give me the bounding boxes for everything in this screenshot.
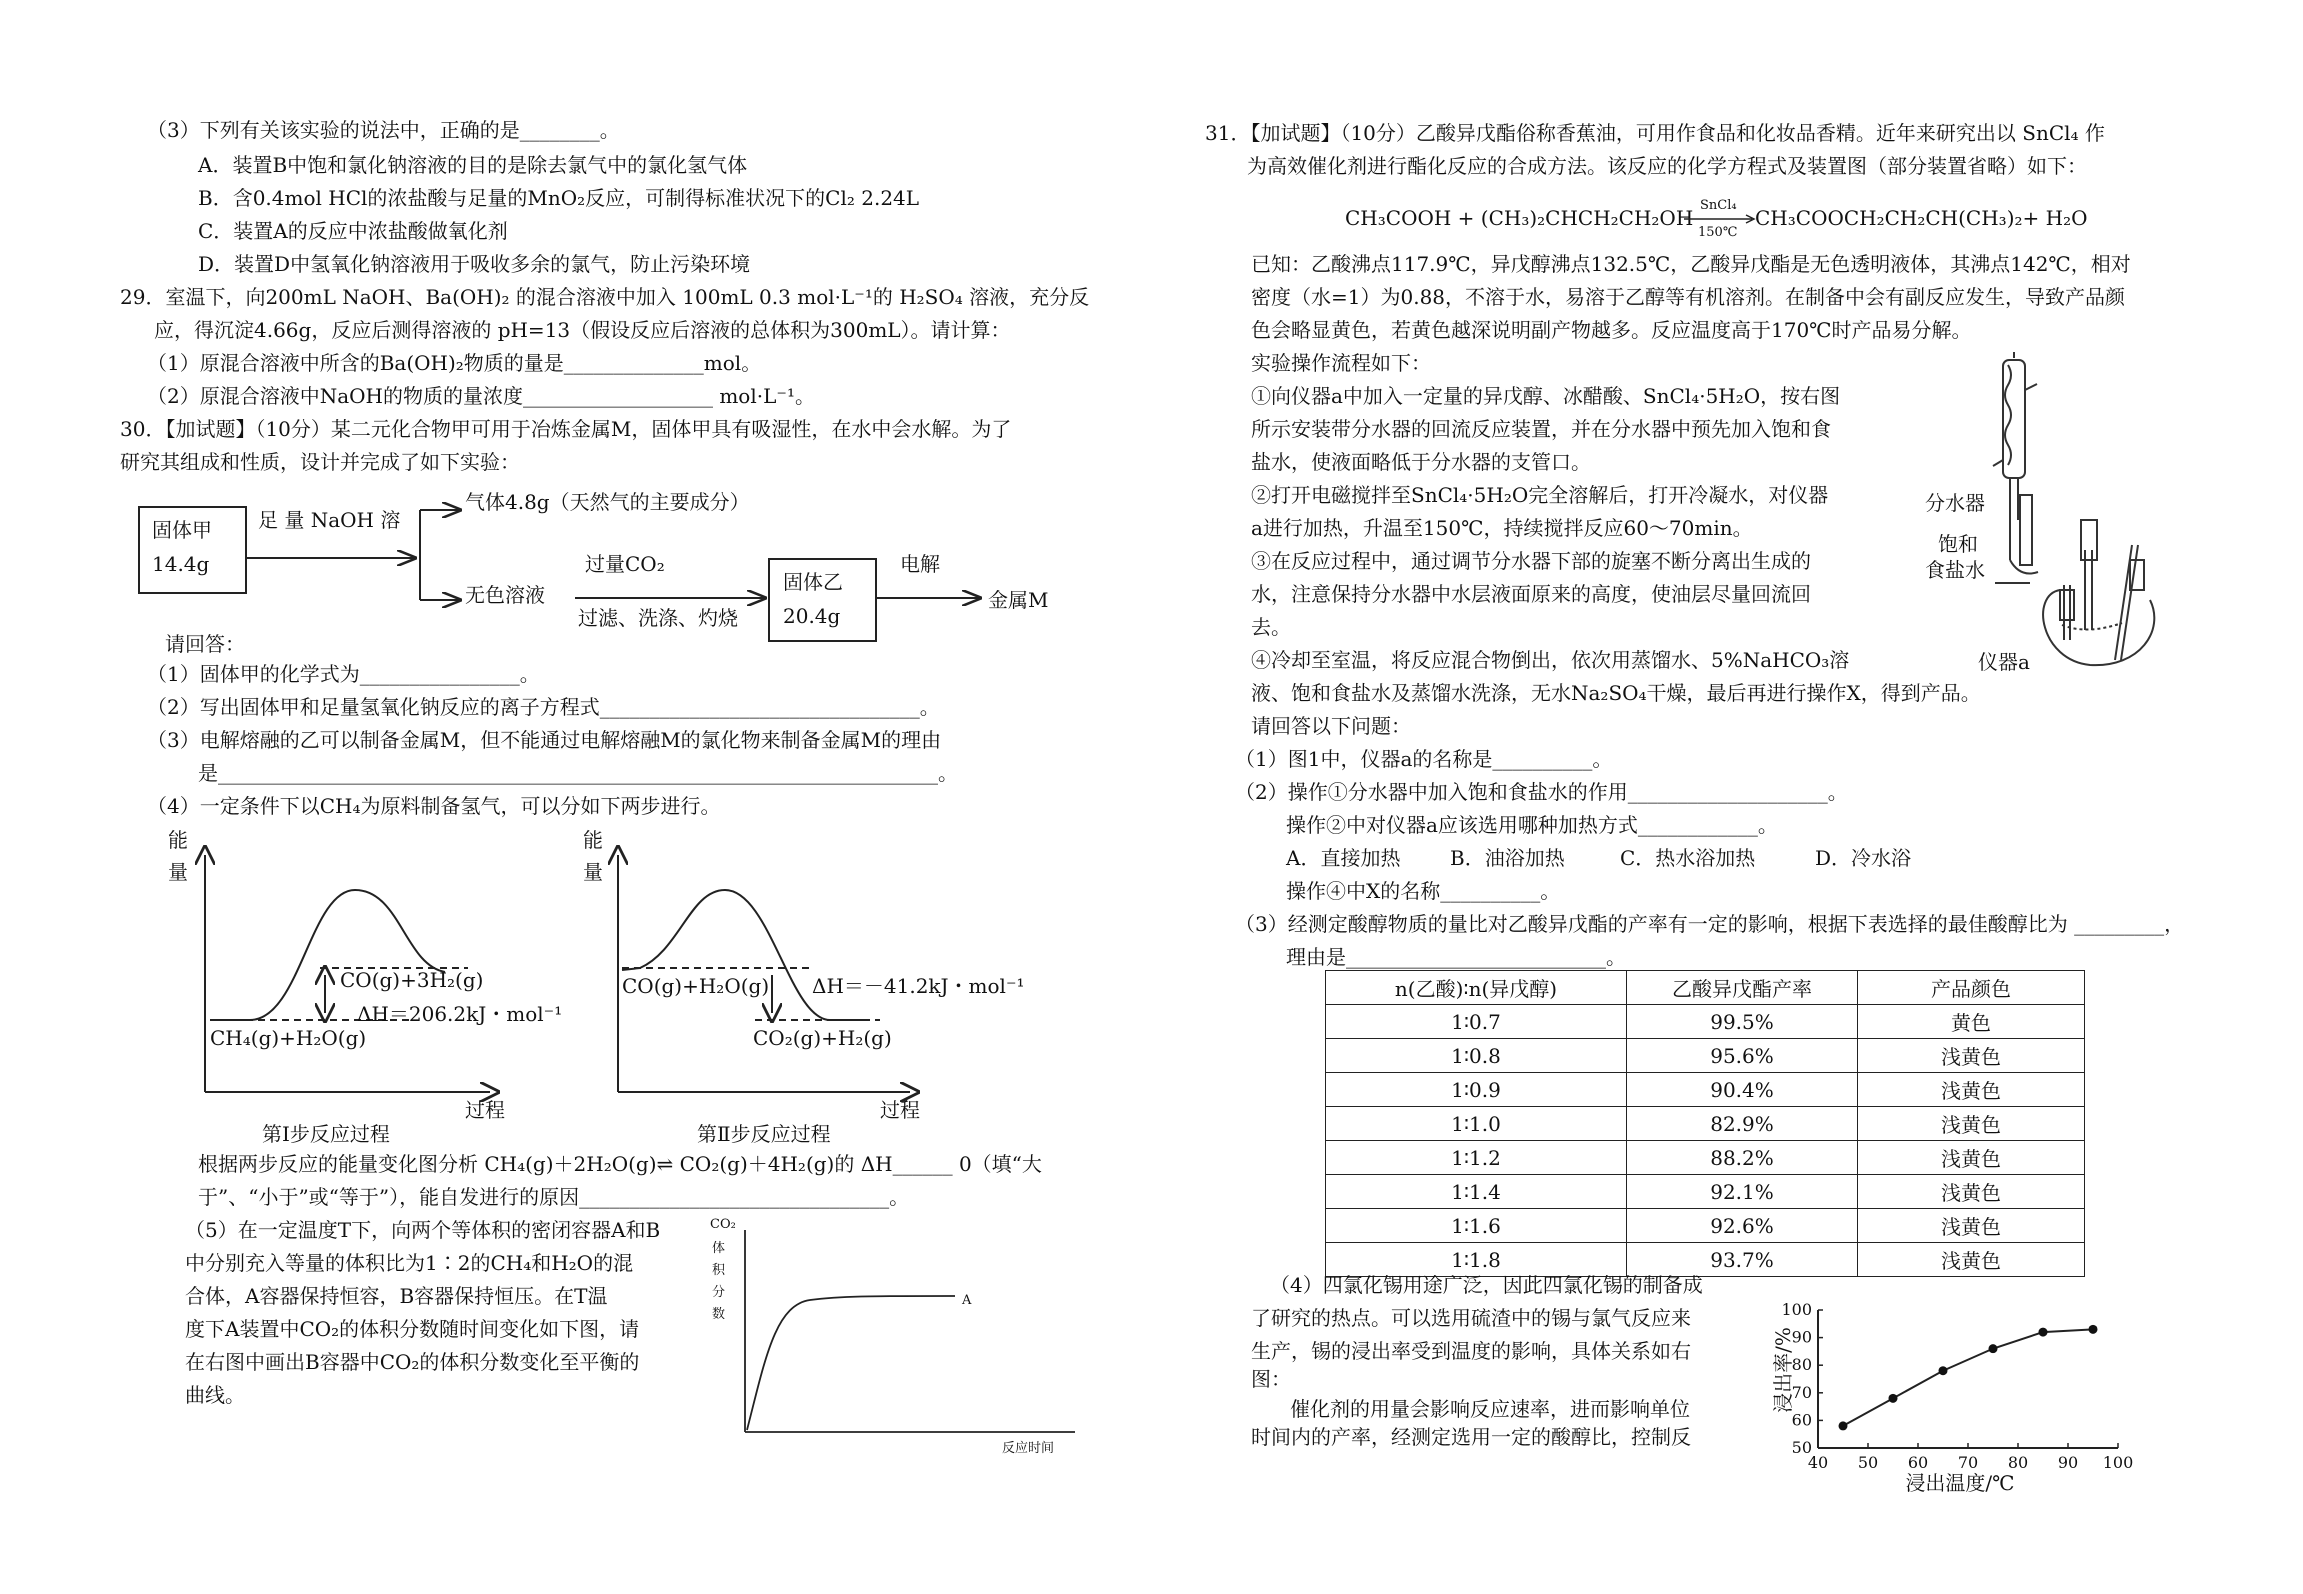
table-cell: 1∶1.4 [1326,1175,1627,1209]
chart-x-tick-label: 70 [1957,1453,1979,1472]
q30-part4-line3: 于”、“小于”或“等于”），能自发进行的原因_______________________________。 [198,1185,910,1209]
flow-box-solid-b-mass: 20.4g [783,604,841,628]
chart-x-tick-label: 90 [2057,1453,2079,1472]
table-cell: 1∶0.8 [1326,1039,1627,1073]
q29-stem-line2: 应，得沉淀4.66g，反应后测得溶液的 pH=13（假设反应后溶液的总体积为300mL）。请计算： [154,318,1011,342]
table-header: 产品颜色 [1858,971,2085,1005]
flow-arrow2-bottom-label: 过滤、洗涤、灼烧 [578,606,738,630]
q31-step-line: ③在反应过程中，通过调节分水器下部的旋塞不断分离出生成的 [1251,549,1811,573]
q31-part4-line: 图： [1251,1367,1291,1391]
table-cell: 浅黄色 [1858,1107,2085,1141]
table-cell: 1∶1.6 [1326,1209,1627,1243]
chart-data-point [1939,1366,1948,1375]
table-cell: 浅黄色 [1858,1243,2085,1277]
graph5-ylabel: CO₂ [710,1217,736,1232]
q30-part1: （1）固体甲的化学式为________________。 [147,662,540,686]
q31-step-line: 水，注意保持分水器中水层液面原来的高度，使油层尽量回流回 [1251,582,1811,606]
flow-box-solid-a-mass: 14.4g [152,552,210,576]
flow-arrow2-top-label: 过量CO₂ [585,552,665,576]
equation-reactants: CH₃COOH + (CH₃)₂CHCH₂CH₂OH [1345,206,1694,230]
diagram1-ylabel-2: 量 [168,860,188,884]
q30-part5-line: 度下A装置中CO₂的体积分数随时间变化如下图，请 [185,1317,640,1341]
diagram2-products: CO₂(g)+H₂(g) [753,1026,892,1050]
chart-series-line [1843,1329,2093,1426]
graph5-ylabel: 分 [712,1285,726,1300]
q31-part1: （1）图1中，仪器a的名称是__________。 [1235,747,1613,771]
q30-stem-line2: 研究其组成和性质，设计并完成了如下实验： [120,450,520,474]
q28-3-option-c: C．装置A的反应中浓盐酸做氧化剂 [198,219,508,243]
graph5-curve-label: A [962,1293,972,1308]
table-cell: 99.5% [1627,1005,1858,1039]
q29-part1: （1）原混合溶液中所含的Ba(OH)₂物质的量是______________mol。 [147,351,762,375]
chart-y-tick-label: 100 [1781,1300,1812,1319]
table-cell: 浅黄色 [1858,1073,2085,1107]
q31-step-line: 去。 [1251,615,1291,639]
q29-stem-line1: 29．室温下，向200mL NaOH、Ba(OH)₂ 的混合溶液中加入 100mL 0.3 mol·L⁻¹的 H₂SO₄ 溶液，充分反 [120,285,1090,309]
table-cell: 1∶1.2 [1326,1141,1627,1175]
q31-option-a: A．直接加热 [1286,846,1401,870]
q29-part2: （2）原混合溶液中NaOH的物质的量浓度___________________ mol·L⁻¹。 [147,384,815,408]
table-cell: 95.6% [1627,1039,1858,1073]
q30-stem-line1: 30．【加试题】（10分）某二元化合物甲可用于冶炼金属M，固体甲具有吸湿性，在水中会水解。为了 [120,417,1012,441]
flow-box-solid-a-name: 固体甲 [152,518,212,542]
diagram2-reactants: CO(g)+H₂O(g) [622,974,770,998]
q31-known-line: 密度（水=1）为0.88，不溶于水，易溶于乙醇等有机溶剂。在制备中会有副反应发生，导致产品颜 [1251,285,2126,309]
diagram1-ylabel-1: 能 [168,828,188,852]
chart-y-tick-label: 70 [1791,1382,1812,1402]
flow-arrow3-label: 电解 [900,552,940,576]
table-cell: 92.6% [1627,1209,1858,1243]
table-cell: 黄色 [1858,1005,2085,1039]
q31-part4-line: 了研究的热点。可以选用硫渣中的锡与氯气反应来 [1251,1306,1691,1330]
q28-3-option-b: B．含0.4mol HCl的浓盐酸与足量的MnO₂反应，可制得标准状况下的Cl₂ 2.24L [198,186,920,210]
table-cell: 90.4% [1627,1073,1858,1107]
table-cell: 浅黄色 [1858,1175,2085,1209]
graph5-ylabel: 数 [712,1307,726,1322]
q31-option-c: C．热水浴加热 [1620,846,1756,870]
diagram1-reactants: CH₄(g)+H₂O(g) [210,1026,367,1050]
q31-option-b: B．油浴加热 [1450,846,1565,870]
q31-step-line: 液、饱和食盐水及蒸馏水洗涤，无水Na₂SO₄干燥，最后再进行操作X，得到产品。 [1251,681,1981,705]
q31-part3-reason: 理由是__________________________。 [1286,945,1626,969]
table-cell: 浅黄色 [1858,1039,2085,1073]
q30-part5-line: （5）在一定温度T下，向两个等体积的密闭容器A和B [185,1218,661,1242]
flow-solution-label: 无色溶液 [465,583,545,607]
diagram1-xlabel: 过程 [465,1098,505,1122]
q31-part4-line: 生产，锡的浸出率受到温度的影响，具体关系如右 [1251,1339,1691,1363]
q30-part3-line1: （3）电解熔融的乙可以制备金属M，但不能通过电解熔融M的氯化物来制备金属M的理由 [147,728,942,752]
diagram1-caption: 第Ⅰ步反应过程 [262,1122,390,1146]
apparatus-label-brine-1: 饱和 [1938,532,1978,556]
q31-known-line: 已知：乙酸沸点117.9℃，异戊醇沸点132.5℃，乙酸异戊酯是无色透明液体，其沸点142℃，相对 [1251,252,2131,276]
diagram1-products: CO(g)+3H₂(g) [340,968,484,992]
chart-x-axis-label: 浸出温度/℃ [1905,1471,2015,1495]
q28-3-stem: （3）下列有关该实验的说法中，正确的是________。 [147,118,620,142]
q31-step-line: ②打开电磁搅拌至SnCl₄·5H₂O完全溶解后，打开冷凝水，对仪器 [1251,483,1829,507]
q30-part5-line: 曲线。 [185,1383,245,1407]
q31-part4-line: （4）四氯化锡用途广泛，因此四氯化锡的制备成 [1270,1273,1703,1297]
q30-part5-line: 合体，A容器保持恒容，B容器保持恒压。在T温 [185,1284,608,1308]
chart-x-tick-label: 60 [1907,1453,1929,1472]
q31-ask: 请回答以下问题： [1251,714,1411,738]
diagram2-ylabel-1: 能 [583,828,603,852]
diagram1-delta-h: ΔH＝206.2kJ・mol⁻¹ [357,1002,563,1026]
table-cell: 1∶1.8 [1326,1243,1627,1277]
equation-condition: 150℃ [1698,225,1738,240]
chart-data-point [1839,1421,1848,1430]
chart-y-tick-label: 50 [1791,1438,1812,1457]
flow-gas-label: 气体4.8g（天然气的主要成分） [465,490,750,514]
q31-part4-note-line: 催化剂的用量会影响反应速率，进而影响单位 [1290,1397,1690,1421]
chart-x-tick-label: 40 [1807,1453,1829,1472]
table-cell: 浅黄色 [1858,1209,2085,1243]
q31-option-d: D．冷水浴 [1815,846,1912,870]
table-header: 乙酸异戊酯产率 [1627,971,1858,1005]
q31-flow-title: 实验操作流程如下： [1251,351,1431,375]
table-cell: 浅黄色 [1858,1141,2085,1175]
q31-part3: （3）经测定酸醇物质的量比对乙酸异戊酯的产率有一定的影响，根据下表选择的最佳酸醇比为 _________， [1235,912,2185,936]
diagram2-ylabel-2: 量 [583,860,603,884]
graph5-ylabel: 积 [712,1263,726,1278]
q31-stem-line2: 为高效催化剂进行酯化反应的合成方法。该反应的化学方程式及装置图（部分装置省略）如下： [1247,154,2087,178]
chart-x-tick-label: 80 [2007,1453,2029,1472]
q30-part5-line: 中分别充入等量的体积比为1∶2的CH₄和H₂O的混 [185,1251,634,1275]
table-cell: 1∶0.9 [1326,1073,1627,1107]
equation-catalyst: SnCl₄ [1700,198,1737,213]
equation-products: CH₃COOCH₂CH₂CH(CH₃)₂+ H₂O [1755,206,2088,230]
table-header: n(乙酸)∶n(异戊醇) [1326,971,1627,1005]
q31-step-line: ④冷却至室温，将反应混合物倒出，依次用蒸馏水、5%NaHCO₃溶 [1251,648,1850,672]
diagram2-xlabel: 过程 [880,1098,920,1122]
table-cell: 1∶1.0 [1326,1107,1627,1141]
q28-3-option-d: D．装置D中氢氧化钠溶液用于吸收多余的氯气，防止污染环境 [198,252,751,276]
chart-y-tick-label: 90 [1791,1327,1812,1347]
chart-y-tick-label: 60 [1791,1410,1812,1430]
flow-box-solid-b-name: 固体乙 [783,570,843,594]
chart-y-axis-label: 浸出率/% [1771,1327,1795,1413]
table-cell: 88.2% [1627,1141,1858,1175]
table-cell: 82.9% [1627,1107,1858,1141]
table-cell: 1∶0.7 [1326,1005,1627,1039]
chart-y-tick-label: 80 [1791,1355,1812,1375]
flow-product-label: 金属M [988,588,1049,612]
q31-step-line: 盐水，使液面略低于分水器的支管口。 [1251,450,1591,474]
chart-data-point [2039,1328,2048,1337]
graph5-xlabel: 反应时间 [1002,1441,1055,1456]
q30-part5-line: 在右图中画出B容器中CO₂的体积分数变化至平衡的 [185,1350,640,1374]
q30-part3-line2: 是________________________________________________________________________。 [198,761,958,785]
q31-step-line: 所示安装带分水器的回流反应装置，并在分水器中预先加入饱和食 [1251,417,1831,441]
chart-x-tick-label: 100 [2102,1453,2134,1472]
table-cell: 93.7% [1627,1243,1858,1277]
table-cell: 92.1% [1627,1175,1858,1209]
q31-step-line: a进行加热，升温至150℃，持续搅拌反应60～70min。 [1251,516,1753,540]
q28-3-option-a: A．装置B中饱和氯化钠溶液的目的是除去氯气中的氯化氢气体 [198,153,748,177]
q31-step-line: ①向仪器a中加入一定量的异戊醇、冰醋酸、SnCl₄·5H₂O，按右图 [1251,384,1841,408]
q30-ask: 请回答： [165,632,245,656]
q31-part2-heating: 操作②中对仪器a应该选用哪种加热方式____________。 [1286,813,1778,837]
q31-part2: （2）操作①分水器中加入饱和食盐水的作用____________________。 [1235,780,1848,804]
apparatus-label-brine-2: 食盐水 [1925,558,1985,582]
q31-part4-note-line: 时间内的产率，经测定选用一定的酸醇比，控制反 [1251,1425,1691,1449]
diagram2-delta-h: ΔH＝－41.2kJ・mol⁻¹ [812,974,1025,998]
diagram2-caption: 第Ⅱ步反应过程 [697,1122,831,1146]
q30-part4: （4）一定条件下以CH₄为原料制备氢气，可以分如下两步进行。 [147,794,721,818]
q31-stem-line1: 31．【加试题】（10分）乙酸异戊酯俗称香蕉油，可用作食品和化妆品香精。近年来研究出以 SnCl₄ 作 [1205,121,2105,145]
flow-arrow1-label: 足 量 NaOH 溶 [258,508,401,532]
q31-known-line: 色会略显黄色，若黄色越深说明副产物越多。反应温度高于170℃时产品易分解。 [1251,318,1972,342]
q31-part2-operation-x: 操作④中X的名称__________。 [1286,879,1561,903]
chart-x-tick-label: 50 [1857,1453,1879,1472]
chart-data-point [2089,1325,2098,1334]
q30-part4-line2: 根据两步反应的能量变化图分析 CH₄(g)＋2H₂O(g)⇌ CO₂(g)＋4H₂(g)的 ΔH______ 0（填“大 [198,1152,1042,1176]
graph5-ylabel: 体 [712,1241,726,1256]
chart-data-point [1989,1344,1998,1353]
chart-data-point [1889,1394,1898,1403]
apparatus-label-flask: 仪器a [1978,650,2030,674]
apparatus-label-separator: 分水器 [1925,491,1985,515]
q30-part2: （2）写出固体甲和足量氢氧化钠反应的离子方程式________________________________。 [147,695,940,719]
